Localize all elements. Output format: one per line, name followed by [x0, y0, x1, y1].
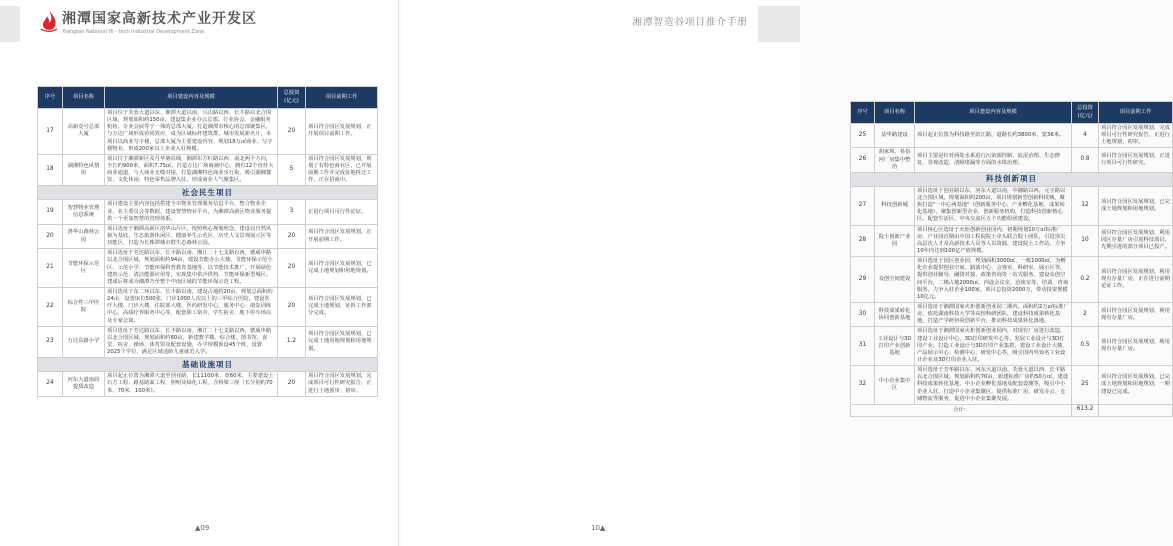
project-content: 项目起止位置为湘潭大道至创业路，长11100米，宽60米，主要建设土石方工程、路基路面工程、照明及绿化工程，含桥梁三座（长分别约70米、70米、100米）。	[105, 372, 278, 396]
prep-work: 项目符合园区发展规划，利用现有存量厂房，正在进行前期论证工作。	[1099, 257, 1173, 303]
brand-block	[62, 8, 257, 35]
table-row	[38, 372, 378, 396]
total-empty	[1099, 404, 1173, 416]
row-number: 20	[38, 224, 63, 248]
investment-value: 0.8	[1072, 148, 1099, 172]
page-number-right: 10▲	[591, 524, 606, 532]
project-name: 科技成果转化协同创新基地	[875, 302, 915, 326]
col-name: 项目名称	[875, 102, 915, 124]
col-name: 项目名称	[63, 87, 105, 109]
right-project-table	[850, 101, 1173, 417]
prep-work: 项目符合园区发展规划，利用现有存量厂房。	[1099, 327, 1173, 366]
row-number: 27	[851, 186, 875, 225]
project-content: 项目位于芙蓉大道以东、湘潭大道以南、兴山路以西、长丰路以北合围区域，规划面积约150亩，建设集企业办公总部、行业协会、金融服务机构、专业会展等于一体的总部大厦，打造湘潭市核心的总部聚集区，与万达广场形成协同效应，成为区域标杆建筑群。城市发展新名片，本项目以商业写字楼、总部大厦为主要建设内容，规划18万㎡商业、写字楼物业，形成200家以上企业入驻规模。	[105, 109, 278, 155]
row-number: 19	[38, 200, 63, 224]
project-name: 工业设计与3D打印产业创新基地	[875, 327, 915, 366]
left-project-table	[37, 86, 378, 397]
project-content: 项目起止位置为科技路至滨江路，道路长约3800米，宽36米。	[915, 124, 1072, 148]
project-content: 项目选址于湘潭国家火炬创新创业园二期内，面积约2万㎡标准厂房，依托湖南科技大学等高校科研团队，建设科技成果转化基地，打造产学研协同创新平台，推动科技成果转化落地。	[915, 302, 1072, 326]
investment-value: 25	[1072, 366, 1099, 405]
flame-logo-icon	[38, 9, 60, 33]
project-content: 项目选址于湘潭国家火炬创新创业园内，对现有厂房进行改造，建设工业设计中心、3D打印研发中心等，发展工业设计与3D打印产业，打造工业设计与3D打印产业集群，建设工业设计大楼、产品展示中心、检测中心、研发中心等，吸引国内外知名工业设计企业及3D打印企业入驻。	[915, 327, 1072, 366]
section-title: 社会民生项目	[38, 186, 378, 200]
project-name: 节能环保示范区	[63, 249, 105, 288]
section-row	[38, 358, 378, 372]
row-number: 25	[851, 124, 875, 148]
project-content: 项目选址于东二环以东、长丰路以南，建设占地约20亩，规划总面积约24亩，设置床位500张，门诊1000人次以上的三甲综合医院，建设医疗大楼、门诊大楼、住院部大楼、医药研发中心，服务中心、康复训练中心，高端疗养服务中心等，配套职工宿舍、学生宿舍、地下停车场以及专家公寓。	[105, 287, 278, 326]
investment-value: 0.2	[1072, 257, 1099, 303]
section-row	[38, 186, 378, 200]
right-header-bar	[758, 6, 800, 42]
project-name: 河东大道南段提质改造	[63, 372, 105, 396]
project-name: 法华路建设	[875, 124, 915, 148]
col-investment: 总投资 (亿元)	[278, 87, 306, 109]
prep-work: 项目符合园区发展规划，已完成土地规划，征拆工作部分完成。	[306, 287, 378, 326]
col-content: 项目建设内容及规模	[915, 102, 1072, 124]
investment-value: 20	[278, 372, 306, 396]
row-number: 26	[851, 148, 875, 172]
col-no: 序号	[851, 102, 875, 124]
table-row	[851, 225, 1173, 257]
prep-work: 项目符合园区发展规划，完成项目可行性研究报告，正进行土地预审、初审。	[306, 372, 378, 396]
table-row	[38, 287, 378, 326]
investment-value: 4	[1072, 124, 1099, 148]
prep-work: 正进行项目可行性论证。	[306, 200, 378, 224]
prep-work: 项目符合园区发展规划，已完成土地规划和用地规划。	[1099, 186, 1173, 225]
col-no: 序号	[38, 87, 63, 109]
row-number: 23	[38, 326, 63, 358]
total-value: 613.2	[1072, 404, 1099, 416]
investment-value: 20	[278, 224, 306, 248]
brand-title: 湘潭国家高新技术产业开发区	[62, 11, 257, 27]
row-number: 21	[38, 249, 63, 288]
row-number: 31	[851, 327, 875, 366]
row-number: 22	[38, 287, 63, 326]
col-investment: 总投资 (亿元)	[1072, 102, 1099, 124]
prep-work: 项目符合园区发展规划，已完成土地用地规划和用地规划。	[306, 326, 378, 358]
left-page	[0, 0, 399, 546]
prep-work: 项目符合园区发展规划，正进行项目可行性研究。	[1099, 148, 1173, 172]
table-header	[38, 87, 378, 109]
project-name: 众创空间建设	[875, 257, 915, 303]
project-content: 项目主要是针对两处水系进行污染源控制、底泥治理、生态修复、景观改造、清障堵漏等方面的水体治理。	[915, 148, 1072, 172]
col-content: 项目建设内容及规模	[105, 87, 278, 109]
prep-work: 项目符合园区发展规划，完成项目可行性研究报告，正进行土地规划、初审。	[1099, 124, 1173, 148]
project-content: 项目选址于芳达路以东、长丰路以南、湘江二十七支路以西，德威申路以北合围区域，规划面积约60亩，新建教学楼、综合楼、图书馆、食堂、宿舍、操场、体育馆及配套设施，办学规模预设45个班，设置2025个学位，满足区域适龄儿童就近入学。	[105, 326, 278, 358]
prep-work: 项目符合园区发展规划，正开展前期工作。	[306, 224, 378, 248]
table-row	[851, 148, 1173, 172]
prep-work: 项目符合园区发展规划，正开展项目前期工作。	[306, 109, 378, 155]
project-name: 中小企业集中区	[875, 366, 915, 405]
project-name: 综合性三甲医院	[63, 287, 105, 326]
investment-value: 10	[1072, 225, 1099, 257]
investment-value: 12	[1072, 186, 1099, 225]
project-name: 科技创新城	[875, 186, 915, 225]
section-title: 科技创新项目	[851, 172, 1173, 186]
project-content: 项目选址于园区创业园，规划面积3000㎡，一栋1000㎡，为孵化企业提供创业空间、路演中心、会客室、科研室、展示区等，提供创业辅导、融资对接、政策咨询等一站式服务，建设众创空间平台，二楼占地2000㎡，内设会议室、洽谈室等，培训、咨询服务，力争入驻企业100家，项目总投资2000万，带动投资规模10亿元。	[915, 257, 1072, 303]
table-row	[38, 109, 378, 155]
project-name: 万达东路小学	[63, 326, 105, 358]
prep-work: 项目符合园区发展规划，已完成土地规划和用地规划，一期建设已完成。	[1099, 366, 1173, 405]
investment-value: 20	[278, 287, 306, 326]
investment-value: 20	[278, 109, 306, 155]
table-row	[851, 124, 1173, 148]
project-content: 项目选址于芳达路以东、长丰路以南、湘江二十七支路以西，德威申路以北合围区域，规划面积约94亩，建设节能办公大楼、节能环保示范小区、示范小学、节能环保科普教育基地等，以节能技术推广，开展绿色建筑示范、清洁能源应用等，实现集中供冷供热、节能环保新型城区。建成后将成为湘潭乃至整个中南区域的节能环保示范工程。	[105, 249, 278, 288]
table-header	[851, 102, 1173, 124]
investment-value: 20	[278, 249, 306, 288]
project-name: 智慧物业管理信息系统	[63, 200, 105, 224]
col-prep: 项目前期工作	[1099, 102, 1173, 124]
right-page	[401, 0, 1170, 546]
table-row	[38, 200, 378, 224]
col-prep: 项目前期工作	[306, 87, 378, 109]
table-row	[38, 154, 378, 186]
prep-work: 项目符合园区发展规划，利用现有存量厂房。	[1099, 302, 1173, 326]
prep-work: 项目符合园区发展规划，利用园区存量厂房引进科技项目，先期引进的部分项目已投产。	[1099, 225, 1173, 257]
investment-value: 0.5	[1072, 327, 1099, 366]
project-content: 项目位于湘潭新区及月华塘沿线，湘潭东方红路以西、南北两个方向，全长约900米，面积7.75㎡，打造万达广场商铺中心，拥有12个直营大商业通道，与大商业无缝对接，打造湖湘特色商业步行街，吸引湖湘餐饮、文化休闲、特色零售品牌入驻，形成商业人气聚集区。	[105, 154, 278, 186]
project-name: 院士创新产业园	[875, 225, 915, 257]
table-row	[38, 249, 378, 288]
investment-value: 3	[278, 200, 306, 224]
table-row	[851, 257, 1173, 303]
total-label: 合计：	[851, 404, 1072, 416]
prep-work: 项目符合园区发展规划，规划了有特色商业区，已开展前期工作并完成征地拆迁工作，正在招商中。	[306, 154, 378, 186]
project-content: 项目核心区选址于火炬创新创业园内，初期规划10万㎡标准厂房，产业园首期由中国工程院院士牵头联合院士团队，引进顶尖高层次人才及高新技术人员等人员资源，建设院士工作站，力争10年内达到100亿产值规模。	[915, 225, 1072, 257]
project-content: 项目选址于芳华路以东、河东大道以南、芙蓉大道以西、长丰路以北合围区域，规划面积约70亩，新建标准厂房约50万㎡，建设科技成果转化基地、中小企业孵化基地及配套设施等，吸引中小企业入驻，打造中小企业集聚区，提供标准厂房、研发办公、仓储物流等服务，促进中小企业集聚发展。	[915, 366, 1072, 405]
row-number: 24	[38, 372, 63, 396]
table-row	[38, 326, 378, 358]
project-name: 高新壹号总部大厦	[63, 109, 105, 155]
section-title: 基础设施项目	[38, 358, 378, 372]
total-row	[851, 404, 1173, 416]
project-name: 湖湘特色风情街	[63, 154, 105, 186]
row-number: 28	[851, 225, 875, 257]
project-content: 项目选址于湘潭高新区洛华山片区，按照核心规划理念，建设以自然风貌为基底，生态旅游休闲区、健康养生示范区、历史人文景观展示区等功能区，打造为长株潭城市群生态森林公园。	[105, 224, 278, 248]
table-row	[38, 224, 378, 248]
right-header-title: 湘潭智造谷项目推介手册	[632, 17, 748, 28]
investment-value: 5	[278, 154, 306, 186]
project-name: 洛华山森林公园	[63, 224, 105, 248]
row-number: 17	[38, 109, 63, 155]
project-content: 项目选址于创业路以东，河东大道以南，中湘路以西，元宇路以北合围区域，规划面积约200亩，项目规划新型创新科技城，聚焦打造"一中心两基地"（创新服务中心、产业孵化基地、成果转化基地），聚集创新型企业、创新服务机构，打造科技创新核心区。配套生活区、中央交流区五个功能组团建设。	[915, 186, 1072, 225]
row-number: 29	[851, 257, 875, 303]
investment-value: 2	[1072, 302, 1099, 326]
table-row	[851, 366, 1173, 405]
project-name: 胡家坝、易俗河厂房集中整治	[875, 148, 915, 172]
table-row	[851, 327, 1173, 366]
left-header-bar	[0, 6, 20, 42]
project-content: 项目建设主要内容包括搭建全市物业管理服务信息平台，整合物业企业、业主委员会等数据，建设智慧物业平台，为湘潭高新区物业服务提供一个更加智慧的管理体系。	[105, 200, 278, 224]
page-number-left: ▲09	[195, 524, 210, 532]
investment-value: 1.2	[278, 326, 306, 358]
row-number: 32	[851, 366, 875, 405]
table-row	[851, 302, 1173, 326]
table-row	[851, 186, 1173, 225]
brand-subtitle: Xiangtan National Hi - tech Industrial Development Zone	[62, 29, 205, 35]
prep-work: 项目符合园区发展规划，已完成土地规划和用地规划。	[306, 249, 378, 288]
section-row	[851, 172, 1173, 186]
row-number: 30	[851, 302, 875, 326]
row-number: 18	[38, 154, 63, 186]
